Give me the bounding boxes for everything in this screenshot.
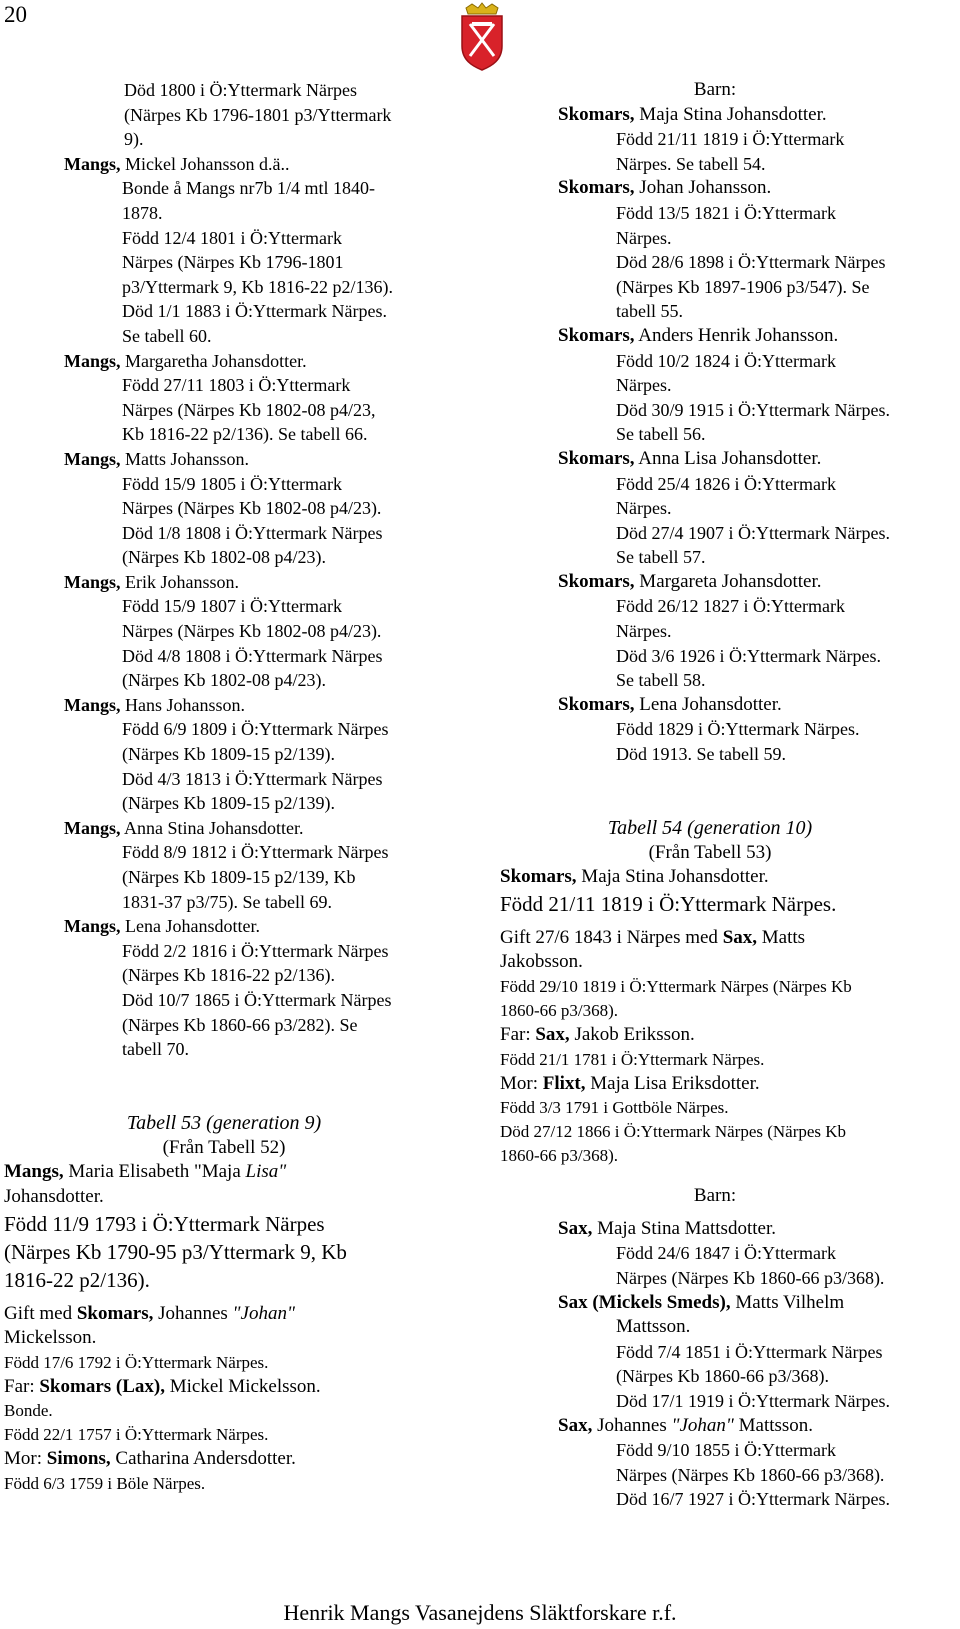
child-entry: Skomars, Anna Lisa Johansdotter. Född 25/4 1826 i Ö:Yttermark Närpes. Död 27/4 1907 i Ö:Yttermark Närpes. Se tabell 57. <box>558 447 890 568</box>
left-column <box>0 78 470 1496</box>
father: Far: Skomars (Lax), Mickel Mickelsson. <box>4 1375 321 1397</box>
father: Far: Sax, Jakob Eriksson. <box>500 1024 695 1045</box>
child-entry: Skomars, Margareta Johansdotter. Född 26/12 1827 i Ö:Yttermark Närpes. Död 3/6 1926 i Ö:Yttermark Närpes. Se tabell 58. <box>558 570 881 691</box>
given-name: Margaretha Johansdotter. <box>120 350 307 371</box>
spouse: Gift 27/6 1843 i Närpes med Sax, Matts <box>500 926 806 948</box>
child-entry-hans: Mangs, Hans Johansson. Född 6/9 1809 i Ö:Yttermark Närpes (Närpes Kb 1809-15 p2/139). Död 4/3 1813 i Ö:Yttermark Närpes (Närpes Kb 1809-15 p2/139). <box>64 694 389 814</box>
table-from: (Från Tabell 52) <box>162 1136 286 1158</box>
given-name: Hans Johansson. <box>120 694 246 715</box>
child-entry: Skomars, Anders Henrik Johansson. Född 10/2 1824 i Ö:Yttermark Närpes. Död 30/9 1915 i Ö:Yttermark Närpes. Se tabell 56. <box>558 324 890 445</box>
given-name: Anna Stina Johansdotter. <box>120 817 304 838</box>
surname: Mangs, <box>64 817 121 838</box>
continuation-entry: Död 1800 i Ö:Yttermark Närpes (Närpes Kb 1796-1801 p3/Yttermark 9). <box>124 80 392 150</box>
surname: Mangs, <box>64 571 121 592</box>
given-name: Erik Johansson. <box>120 571 240 592</box>
surname: Mangs, <box>64 916 121 937</box>
barn-label: Barn: <box>693 1185 737 1207</box>
child-entry: Sax, Johannes "Johan" Mattsson. Född 9/10 1855 i Ö:Yttermark Närpes (Närpes Kb 1860-66 p3/368). Död 16/7 1927 i Ö:Yttermark Närpes. <box>558 1414 890 1510</box>
surname: Mangs, <box>64 448 121 469</box>
child-entry: Skomars, Lena Johansdotter. Född 1829 i Ö:Yttermark Närpes. Död 1913. Se tabell 59. <box>558 693 860 765</box>
tabell-53: Tabell 53 (generation 9) (Från Tabell 52) Mangs, Maria Elisabeth "Maja Lisa" Johansdotter. Född 11/9 1793 i Ö:Yttermark Närpes (Närpes Kb 1790-95 p3/Yttermark 9, Kb 1816-22 p2/136). Gift med Skomars, Johannes "Johan" Mickelsson. Född 17/6 1792 i Ö:Yttermark Närpes. Far: Skomars (Lax), Mickel Mickelsson. Bonde. Född 22/1 1757 i Ö:Yttermark Närpes. Mor: Simons, Catharina Andersdotter. Född 6/3 1759 i Böle Närpes. <box>0 1110 470 1496</box>
child-entry-matts: Mangs, Matts Johansson. Född 15/9 1805 i Ö:Yttermark Närpes (Närpes Kb 1802-08 p4/23). Död 1/8 1808 i Ö:Yttermark Närpes (Närpes Kb 1802-08 p4/23). <box>64 448 383 568</box>
table-from: (Från Tabell 53) <box>648 841 772 863</box>
child-entry-erik: Mangs, Erik Johansson. Född 15/9 1807 i Ö:Yttermark Närpes (Närpes Kb 1802-08 p4/23). Död 4/8 1808 i Ö:Yttermark Närpes (Närpes Kb 1802-08 p4/23). <box>64 571 383 691</box>
coat-of-arms-icon <box>456 2 508 72</box>
page-number: 20 <box>4 2 27 27</box>
head-birth: Född 11/9 1793 i Ö:Yttermark Närpes (Närpes Kb 1790-95 p3/Yttermark 9, Kb 1816-22 p2/136). <box>4 1211 347 1292</box>
right-column <box>500 78 960 1512</box>
child-entry: Skomars, Maja Stina Johansdotter. Född 21/11 1819 i Ö:Yttermark Närpes. Se tabell 54. <box>558 103 845 174</box>
table-title: Tabell 53 (generation 9) <box>126 1111 322 1134</box>
surname: Mangs, <box>64 153 121 174</box>
table-head-person: Skomars, Maja Stina Johansdotter. <box>500 866 769 888</box>
child-entry-annastina: Mangs, Anna Stina Johansdotter. Född 8/9 1812 i Ö:Yttermark Närpes (Närpes Kb 1809-15 p2/139, Kb 1831-37 p3/75). Se tabell 69. <box>64 817 389 912</box>
surname: Mangs, <box>4 1161 64 1183</box>
mother: Mor: Flixt, Maja Lisa Eriksdotter. <box>500 1072 760 1094</box>
mother: Mor: Simons, Catharina Andersdotter. <box>4 1448 296 1470</box>
given-name: Matts Johansson. <box>120 448 250 469</box>
table-title: Tabell 54 (generation 10) <box>607 816 813 839</box>
page-footer: Henrik Mangs Vasanejdens Släktforskare r.f. <box>283 1600 677 1625</box>
head-birth: Född 21/11 1819 i Ö:Yttermark Närpes. <box>500 891 837 916</box>
surname: Mangs, <box>64 694 121 715</box>
barn-label: Barn: <box>693 79 737 100</box>
table-head-person: Mangs, Maria Elisabeth "Maja Lisa" <box>4 1161 287 1183</box>
child-entry-margaretha: Mangs, Margaretha Johansdotter. Född 27/11 1803 i Ö:Yttermark Närpes (Närpes Kb 1802-08 p4/23, Kb 1816-22 p2/136). Se tabell 66. <box>64 350 376 445</box>
child-entry: Skomars, Johan Johansson. Född 13/5 1821 i Ö:Yttermark Närpes. Död 28/6 1898 i Ö:Yttermark Närpes (Närpes Kb 1897-1906 p3/547). Se tabell 55. <box>558 177 886 322</box>
tabell-54: Tabell 54 (generation 10) (Från Tabell 53) Skomars, Maja Stina Johansdotter. Född 21/11 1819 i Ö:Yttermark Närpes. Gift 27/6 1843 i Närpes med Sax, Matts Jakobsson. Född 29/10 1819 i Ö:Yttermark Närpes (Närpes Kb 1860-66 p3/368). Far: Sax, Jakob Eriksson. Född 21/1 1781 i Ö:Yttermark Närpes. Mor: Flixt, Maja Lisa Eriksdotter. Född 3/3 1791 i Gottböle Närpes. Död 27/12 1866 i Ö:Yttermark Närpes (Närpes Kb 1860-66 p3/368). Barn: Sax, Maja Stina Mattsdotter. Född 24/6 1847 i Ö:Yttermark Närpes (Närpes Kb 1860-66 p3/368). Sax (Mickels Smeds), Matts Vilhelm Mattsson. Född 7/4 1851 i Ö:Yttermark Närpes (Närpes Kb 1860-66 p3/368). Död 17/1 1919 i Ö:Yttermark Närpes. Sax, Johannes "Johan" Mattsson. Född 9/10 1855 i Ö:Yttermark Närpes (Närpes Kb 1860-66 p3/368). Död 16/7 1927 i Ö:Yttermark Närpes. <box>500 815 960 1512</box>
child-entry: Sax, Maja Stina Mattsdotter. Född 24/6 1847 i Ö:Yttermark Närpes (Närpes Kb 1860-66 p3/368). <box>558 1217 885 1288</box>
given-name: Lena Johansdotter. <box>120 916 260 937</box>
given-name: Mickel Johansson d.ä.. <box>120 153 290 174</box>
surname: Mangs, <box>64 350 121 371</box>
child-entry-lena: Mangs, Lena Johansdotter. Född 2/2 1816 i Ö:Yttermark Närpes (Närpes Kb 1816-22 p2/136). Död 10/7 1865 i Ö:Yttermark Närpes (Närpes Kb 1860-66 p3/282). Se tabell 70. <box>64 916 392 1060</box>
spouse: Gift med Skomars, Johannes "Johan" <box>4 1302 295 1324</box>
child-entry-mickel: Mangs, Mickel Johansson d.ä.. Bonde å Mangs nr7b 1/4 mtl 1840- 1878. Född 12/4 1801 i Ö:Yttermark Närpes (Närpes Kb 1796-1801 p3/Yttermark 9, Kb 1816-22 p2/136). Död 1/1 1883 i Ö:Yttermark Närpes. Se tabell 60. <box>64 153 393 346</box>
child-entry: Sax (Mickels Smeds), Matts Vilhelm Mattsson. Född 7/4 1851 i Ö:Yttermark Närpes (Närpes Kb 1860-66 p3/368). Död 17/1 1919 i Ö:Yttermark Närpes. <box>558 1291 890 1411</box>
